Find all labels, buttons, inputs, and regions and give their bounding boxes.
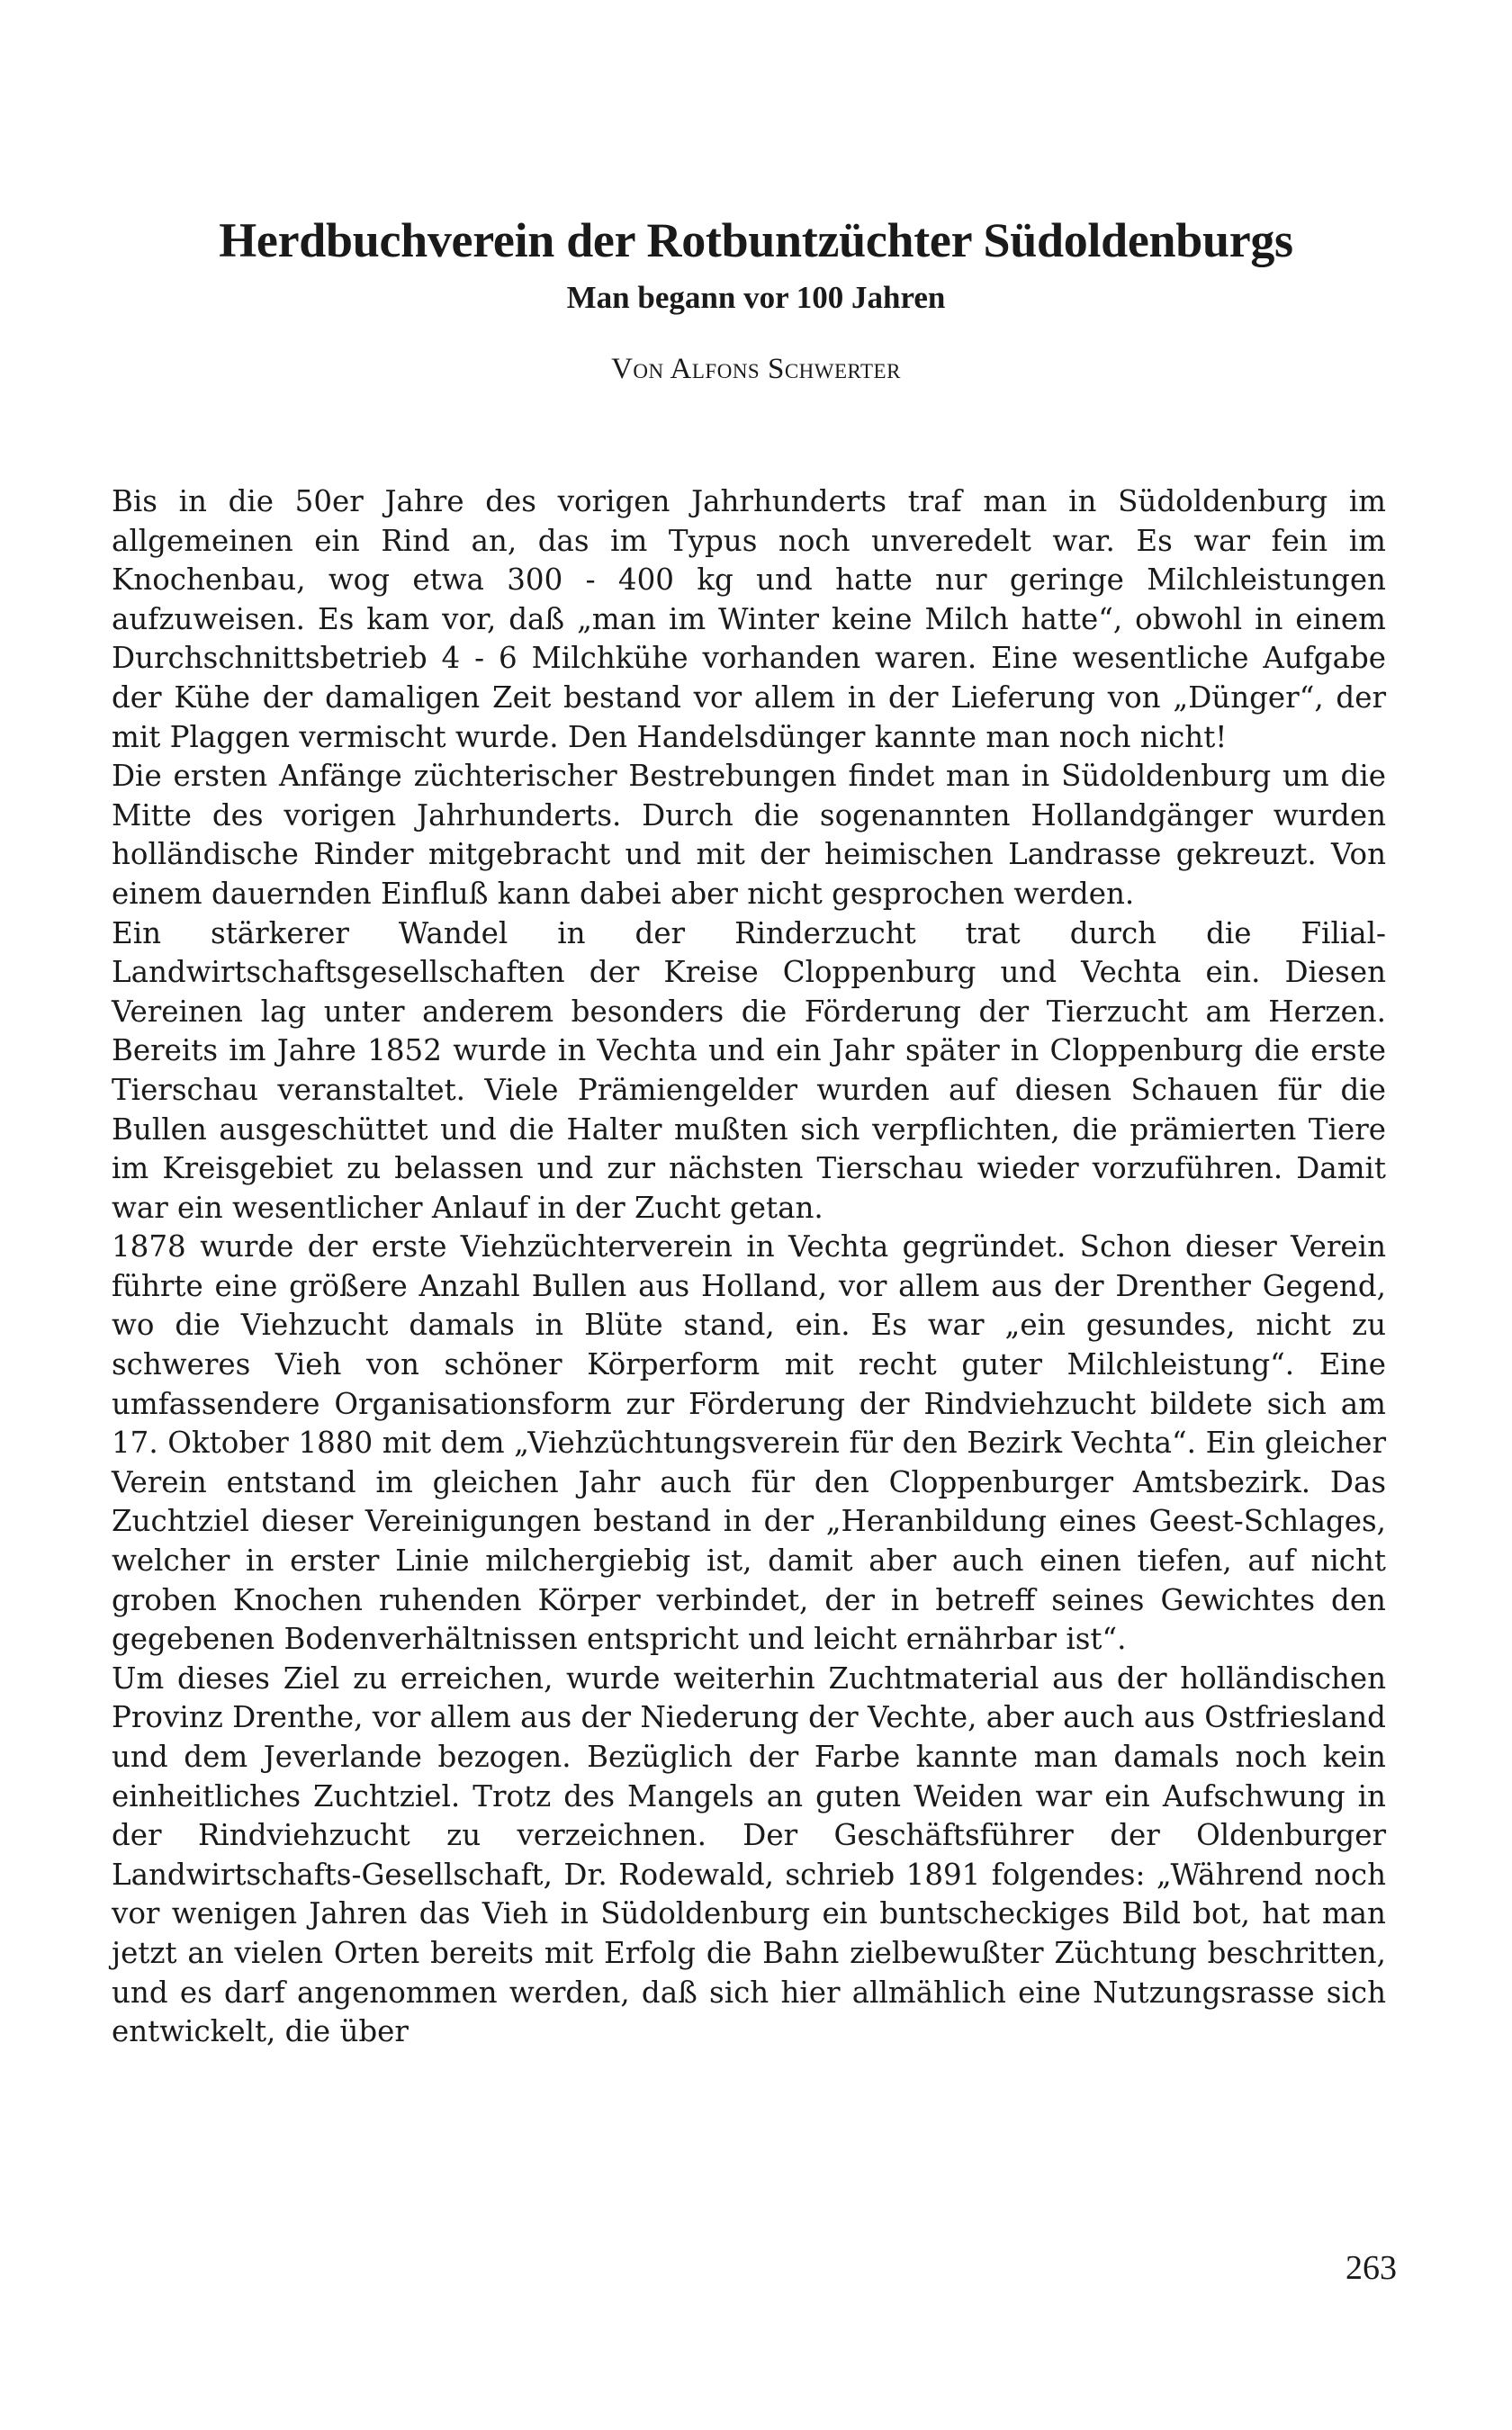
paragraph: Ein stärkerer Wandel in der Rinderzucht trat durch die Filial-Landwirtschaftsgesellschaften der Kreise Cloppenburg und Vechta ein. Diesen Vereinen lag unter anderem besonders die Förderung der Tierzucht am Herzen. Bereits im Jahre 1852 wurde in Vechta und ein Jahr später in Cloppenburg die erste Tierschau veranstaltet. Viele Prämiengelder wurden auf diesen Schauen für die Bullen ausgeschüttet und die Halter mußten sich verpflichten, die prämierten Tiere im Kreisgebiet zu belassen und zur nächsten Tierschau wieder vorzuführen. Damit war ein wesentlicher Anlauf in der Zucht getan.	[112, 915, 1386, 1225]
article-title: Herdbuchverein der Rotbuntzüchter Südoldenburgs	[219, 213, 1293, 267]
paragraph: Bis in die 50er Jahre des vorigen Jahrhunderts traf man in Südoldenburg im allgemeinen ein Rind an, das im Typus noch unveredelt war. Es war fein im Knochenbau, wog etwa 300 - 400 kg und hatte nur geringe Milchleistungen aufzuweisen. Es kam vor, daß „man im Winter keine Milch hatte“, obwohl in einem Durchschnittsbetrieb 4 - 6 Milchkühe vorhanden waren. Eine wesentliche Aufgabe der Kühe der damaligen Zeit bestand vor allem in der Lieferung von „Dünger“, der mit Plaggen vermischt wurde. Den Handelsdünger kannte man noch nicht!	[112, 484, 1386, 754]
article-subtitle: Man begann vor 100 Jahren	[566, 280, 946, 315]
article-body	[112, 482, 1386, 2052]
article-byline: Von Alfons Schwerter	[611, 353, 901, 385]
page-number: 263	[1346, 2249, 1397, 2287]
paragraph: Um dieses Ziel zu erreichen, wurde weiterhin Zuchtmaterial aus der holländischen Provinz Drenthe, vor allem aus der Niederung der Vechte, aber auch aus Ostfriesland und dem Jeverlande bezogen. Bezüglich der Farbe kannte man damals noch kein einheitliches Zuchtziel. Trotz des Mangels an guten Weiden war ein Aufschwung in der Rindviehzucht zu verzeichnen. Der Geschäftsführer der Oldenburger Landwirtschafts-Gesellschaft, Dr. Rodewald, schrieb 1891 folgendes: „Während noch vor wenigen Jahren das Vieh in Südoldenburg ein buntscheckiges Bild bot, hat man jetzt an vielen Orten bereits mit Erfolg die Bahn zielbewußter Züchtung beschritten, und es darf angenommen werden, daß sich hier allmählich eine Nutzungsrasse sich entwickelt, die über	[112, 1660, 1386, 2049]
paragraph: 1878 wurde der erste Viehzüchterverein in Vechta gegründet. Schon dieser Verein führte eine größere Anzahl Bullen aus Holland, vor allem aus der Drenther Gegend, wo die Viehzucht damals in Blüte stand, ein. Es war „ein gesundes, nicht zu schweres Vieh von schöner Körperform mit recht guter Milchleistung“. Eine umfassendere Organisationsform zur Förderung der Rindviehzucht bildete sich am 17. Oktober 1880 mit dem „Viehzüchtungsverein für den Bezirk Vechta“. Ein gleicher Verein entstand im gleichen Jahr auch für den Cloppenburger Amtsbezirk. Das Zuchtziel dieser Vereinigungen bestand in der „Heranbildung eines Geest-Schlages, welcher in erster Linie milchergiebig ist, damit aber auch einen tiefen, auf nicht groben Knochen ruhenden Körper verbindet, der in betreff seines Gewichtes den gegebenen Bodenverhältnissen entspricht und leicht ernährbar ist“.	[112, 1229, 1386, 1657]
paragraph: Die ersten Anfänge züchterischer Bestrebungen findet man in Südoldenburg um die Mitte des vorigen Jahrhunderts. Durch die sogenannten Hollandgänger wurden holländische Rinder mitgebracht und mit der heimischen Landrasse gekreuzt. Von einem dauernden Einfluß kann dabei aber nicht gesprochen werden.	[112, 759, 1386, 911]
